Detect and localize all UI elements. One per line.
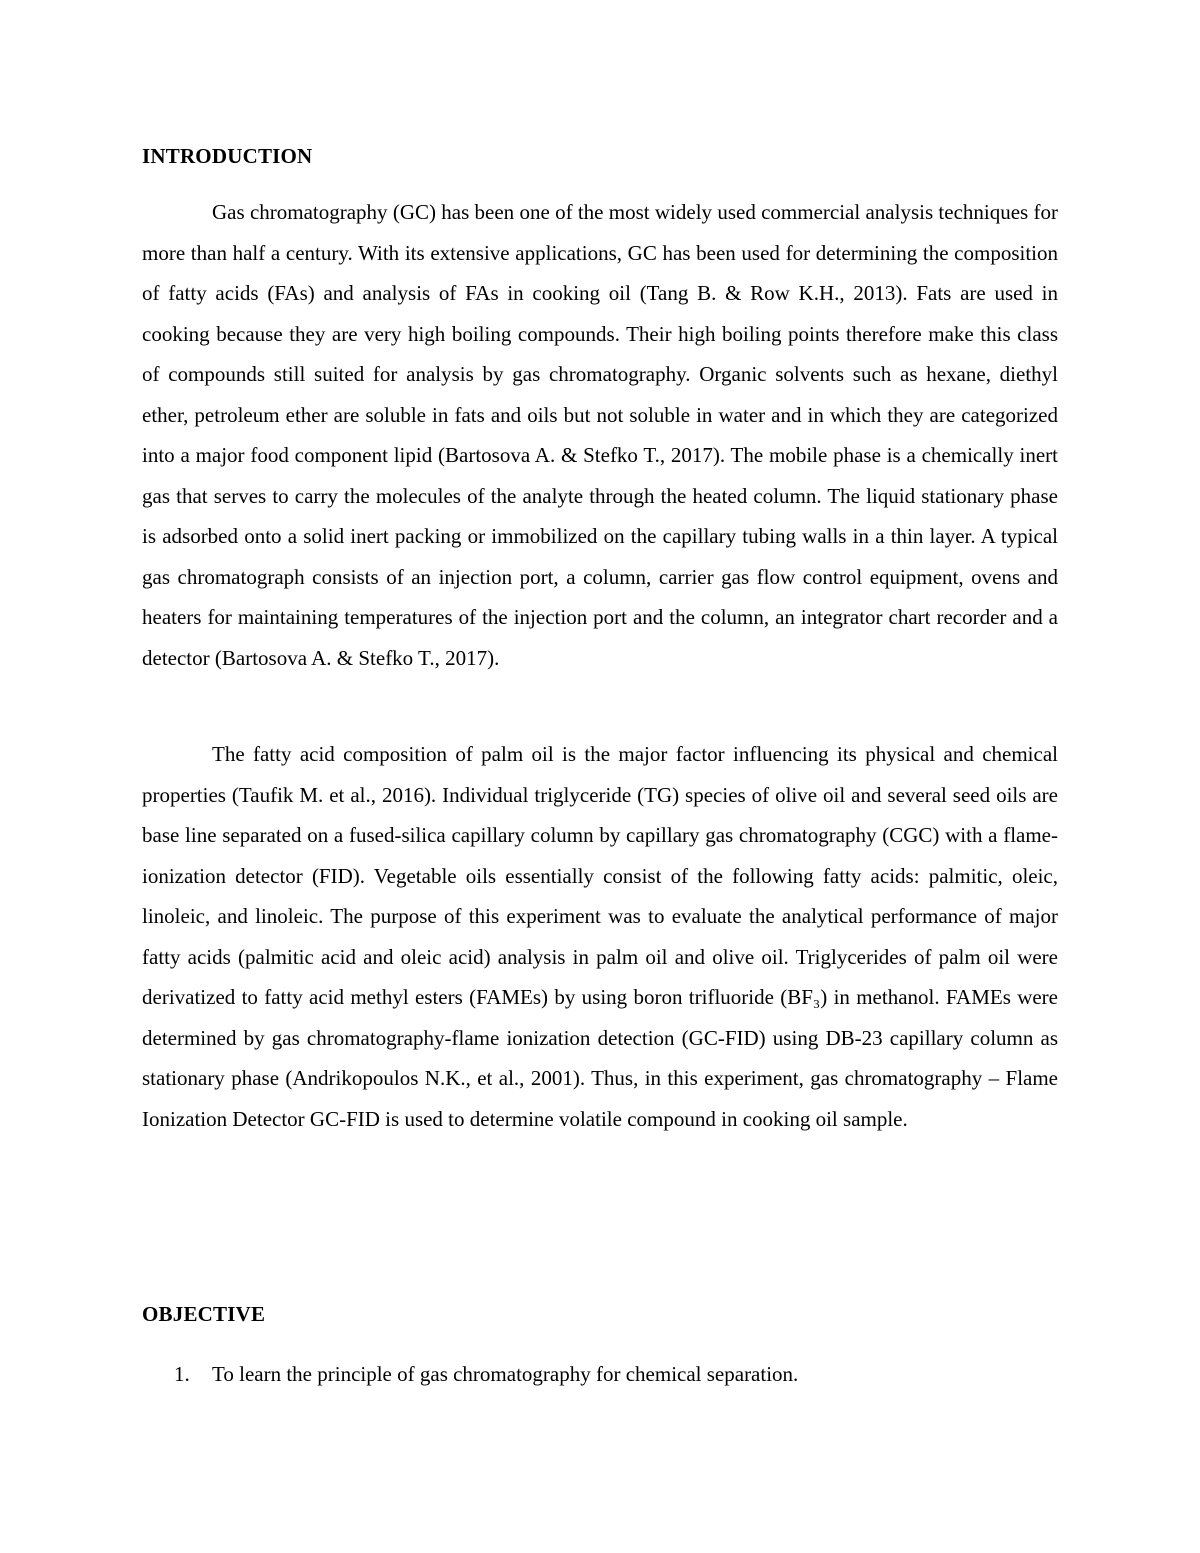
objective-list-item (142, 1354, 1058, 1394)
introduction-paragraph-2: The fatty acid composition of palm oil is the major factor influencing its physical and chemical properties (Taufik M. et al., 2016). Individual triglyceride (TG) species of olive oil and several seed oils are base line separated on a fused-silica capillary column by capillary gas chromatography (CGC) with a flame-ionization detector (FID). Vegetable oils essentially consist of the following fatty acids: palmitic, oleic, linoleic, and linoleic. The purpose of this experiment was to evaluate the analytical performance of major fatty acids (palmitic acid and oleic acid) analysis in palm oil and olive oil. Triglycerides of palm oil were derivatized to fatty acid methyl esters (FAMEs) by using boron trifluoride (BF₃) in methanol. FAMEs were determined by gas chromatography-flame ionization detection (GC-FID) using DB-23 capillary column as stationary phase (Andrikopoulos N.K., et al., 2001). Thus, in this experiment, gas chromatography – Flame Ionization Detector GC-FID is used to determine volatile compound in cooking oil sample. (142, 742, 1058, 1131)
objective-item-number: 1. (174, 1362, 190, 1386)
objective-item-text: To learn the principle of gas chromatography for chemical separation. (212, 1362, 799, 1386)
introduction-paragraph-1: Gas chromatography (GC) has been one of the most widely used commercial analysis techniques for more than half a century. With its extensive applications, GC has been used for determining the composition of fatty acids (FAs) and analysis of FAs in cooking oil (Tang B. & Row K.H., 2013). Fats are used in cooking because they are very high boiling compounds. Their high boiling points therefore make this class of compounds still suited for analysis by gas chromatography. Organic solvents such as hexane, diethyl ether, petroleum ether are soluble in fats and oils but not soluble in water and in which they are categorized into a major food component lipid (Bartosova A. & Stefko T., 2017). The mobile phase is a chemically inert gas that serves to carry the molecules of the analyte through the heated column. The liquid stationary phase is adsorbed onto a solid inert packing or immobilized on the capillary tubing walls in a thin layer. A typical gas chromatograph consists of an injection port, a column, carrier gas flow control equipment, ovens and heaters for maintaining temperatures of the injection port and the column, an integrator chart recorder and a detector (Bartosova A. & Stefko T., 2017). (142, 200, 1058, 670)
objective-list (142, 1354, 1058, 1394)
introduction-heading: INTRODUCTION (142, 144, 313, 168)
objective-heading: OBJECTIVE (142, 1302, 266, 1326)
